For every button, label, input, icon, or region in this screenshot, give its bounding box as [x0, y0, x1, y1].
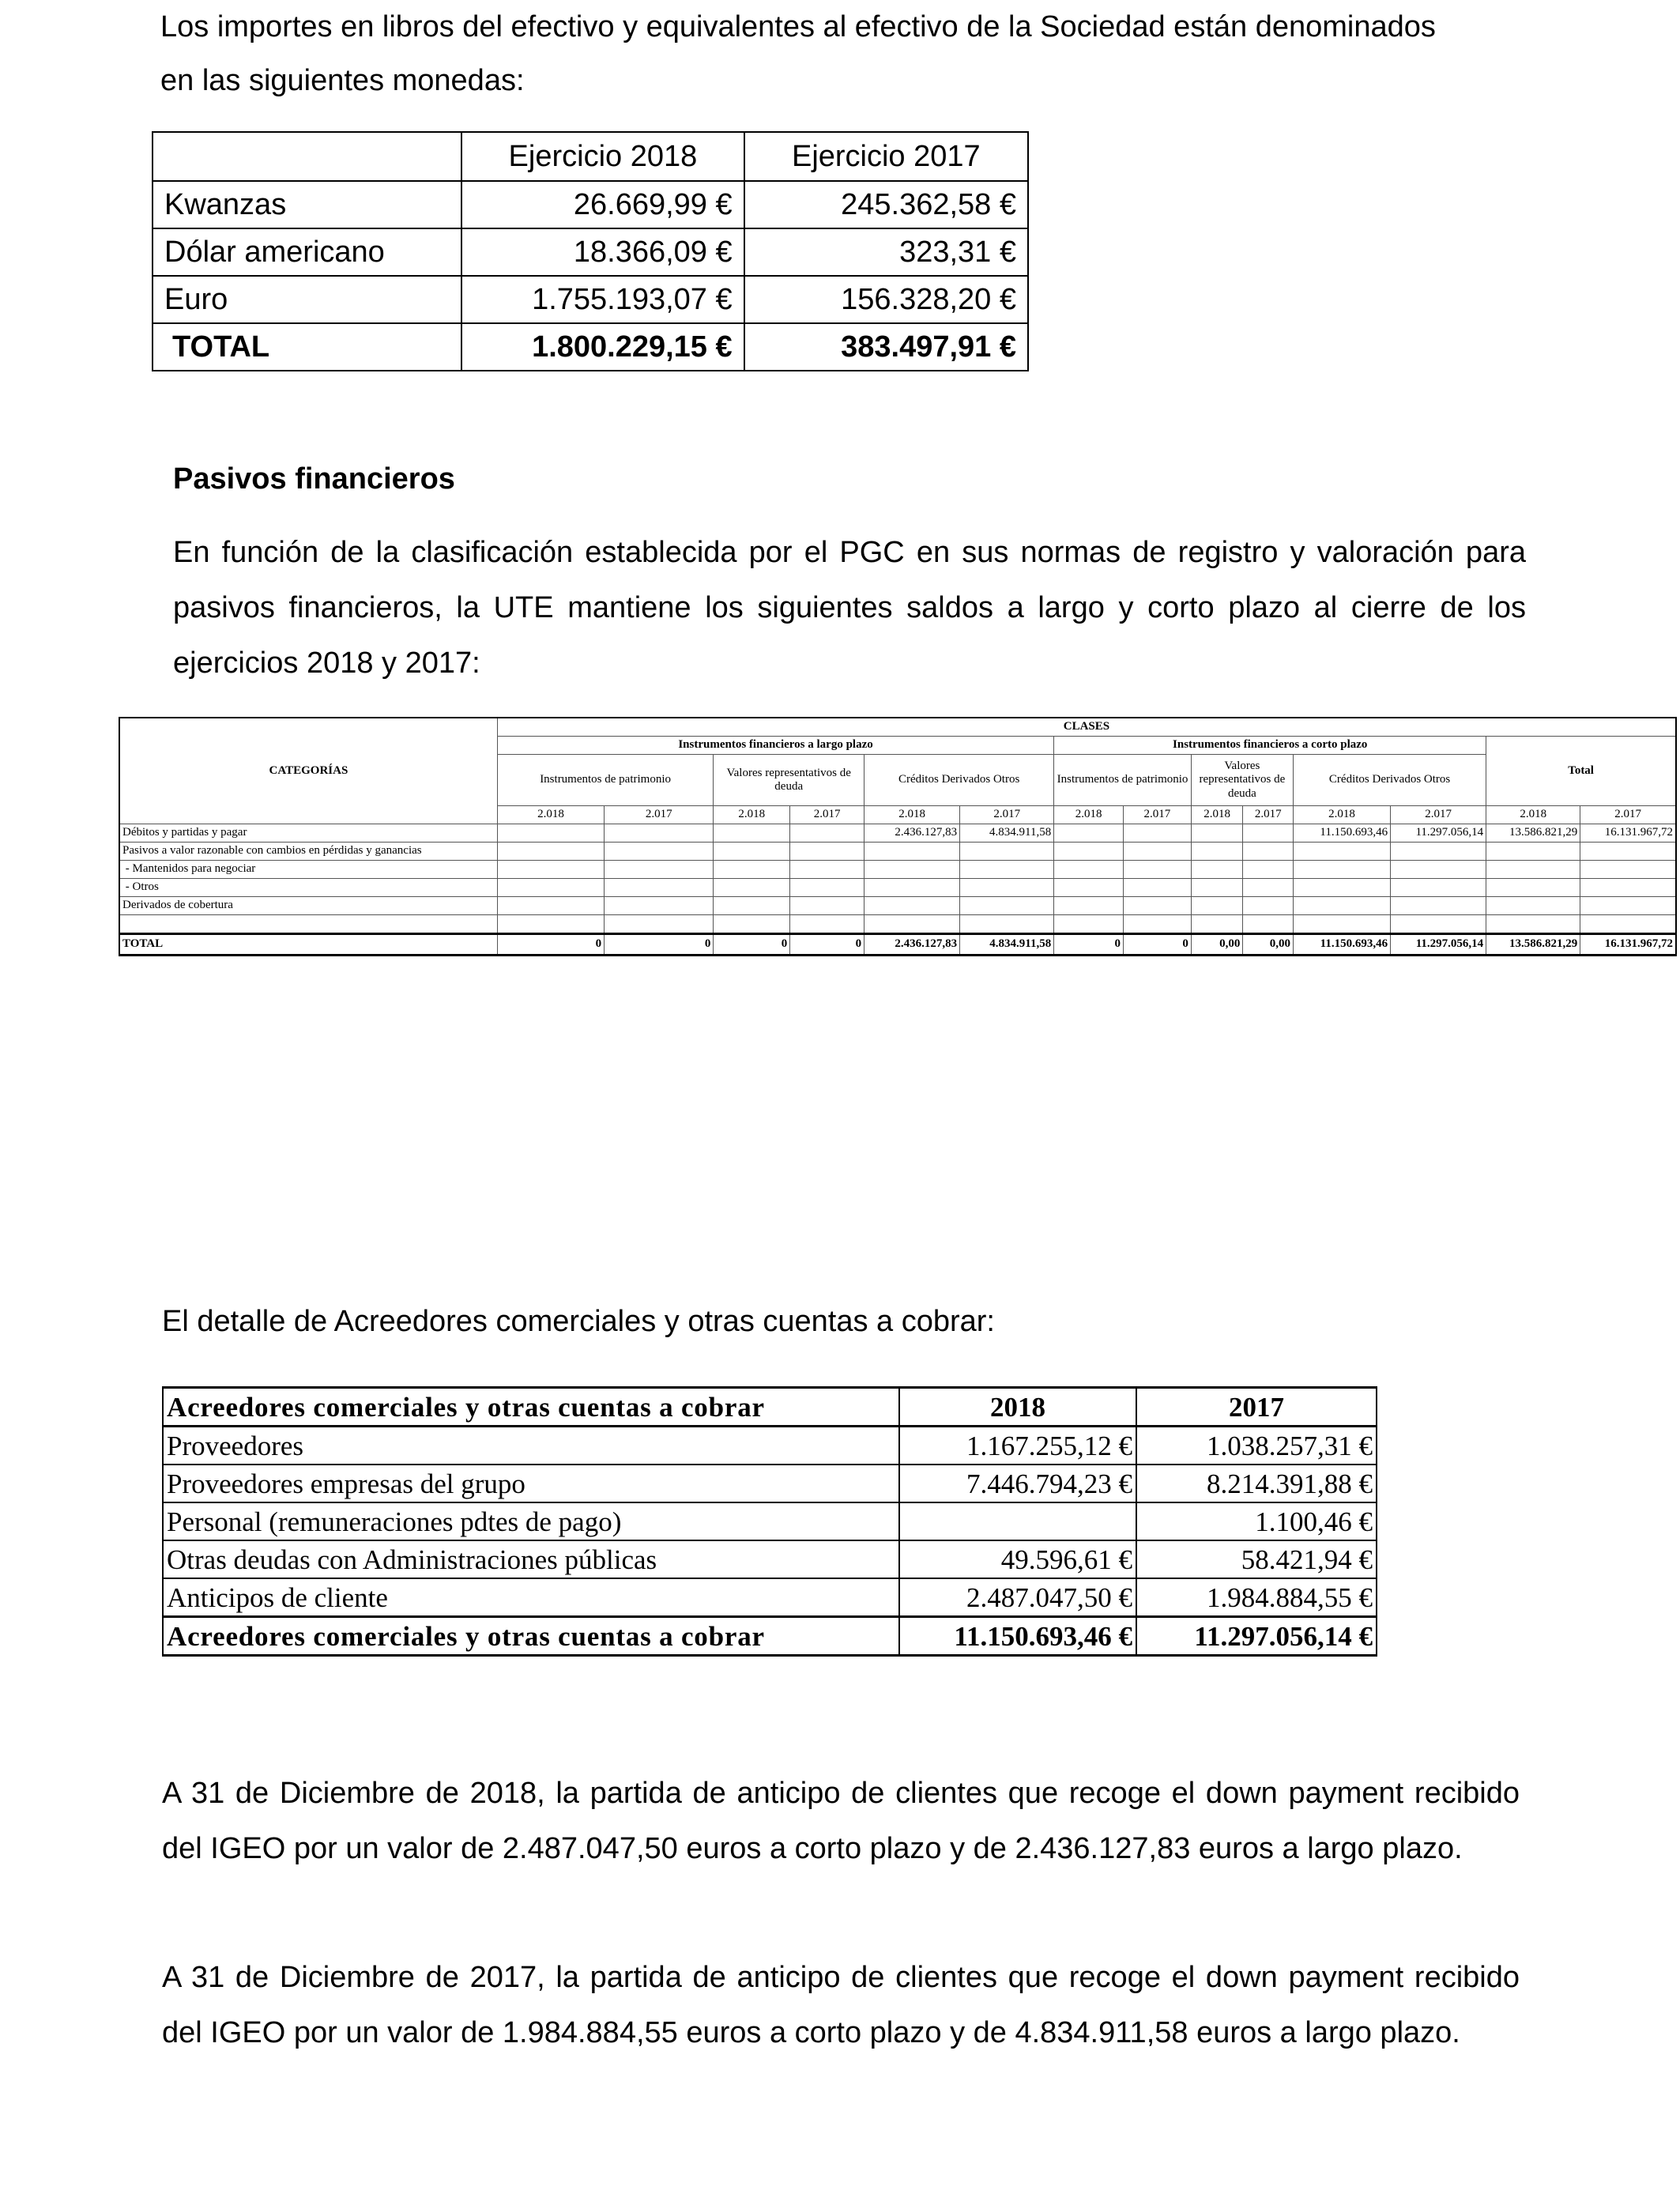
liab-value-cell [1580, 897, 1676, 915]
liab-value-cell [605, 879, 714, 897]
liab-lp-group-patrimonio: Instrumentos de patrimonio [497, 755, 713, 806]
liab-value-cell [1486, 843, 1580, 861]
currency-row [153, 228, 1028, 276]
liab-total-value: 0 [497, 934, 604, 956]
liab-value-cell [714, 861, 790, 879]
liab-value-cell [605, 897, 714, 915]
creditors-total-2018: 11.150.693,46 € [899, 1617, 1136, 1656]
liab-value-cell [497, 824, 604, 843]
liab-value-cell [960, 861, 1054, 879]
liab-category-label: - Otros [119, 879, 497, 897]
liab-year-cell: 2.017 [1243, 806, 1294, 824]
liab-lp-group-valores: Valores representativos de deuda [714, 755, 864, 806]
liab-value-cell [1124, 824, 1192, 843]
currency-label: Kwanzas [153, 181, 461, 228]
intro-text [160, 0, 1520, 107]
liab-year-cell: 2.018 [864, 806, 960, 824]
creditors-row [163, 1427, 1377, 1465]
creditors-label: Personal (remuneraciones pdtes de pago) [163, 1502, 899, 1540]
currency-total-2018: 1.800.229,15 € [461, 323, 744, 371]
creditors-value-2018: 49.596,61 € [899, 1540, 1136, 1578]
liab-value-cell [1124, 843, 1192, 861]
liab-spacer-cell [1191, 915, 1243, 934]
liab-total-value: 11.297.056,14 [1391, 934, 1486, 956]
liab-value-cell: 11.297.056,14 [1391, 824, 1486, 843]
liab-spacer-cell [1293, 915, 1390, 934]
liab-value-cell [1243, 824, 1294, 843]
pasivos-paragraph-block [173, 525, 1526, 691]
liab-total-value: 4.834.911,58 [960, 934, 1054, 956]
liab-spacer-cell [864, 915, 960, 934]
liab-year-cell: 2.018 [1293, 806, 1390, 824]
liab-total-value: 0 [714, 934, 790, 956]
liab-value-cell [1191, 843, 1243, 861]
liab-spacer-cell [497, 915, 604, 934]
note-2018: A 31 de Diciembre de 2018, la partida de anticipo de clientes que recoge el down payment recibido del IGEO por un valor de 2.487.047,50 euros a corto plazo y de 2.436.127,83 euros a largo plazo. [162, 1777, 1520, 1865]
liab-value-cell [1486, 897, 1580, 915]
liab-value-cell [605, 824, 714, 843]
creditors-value-2018: 1.167.255,12 € [899, 1427, 1136, 1465]
liab-spacer-cell [1054, 915, 1124, 934]
liab-value-cell [1391, 879, 1486, 897]
liab-value-cell [1243, 843, 1294, 861]
liab-total-value: 13.586.821,29 [1486, 934, 1580, 956]
currency-value-2018: 18.366,09 € [461, 228, 744, 276]
liab-total-value: 0 [790, 934, 864, 956]
liab-value-cell [864, 879, 960, 897]
liab-cp-group-valores: Valores representativos de deuda [1191, 755, 1293, 806]
liab-value-cell [1293, 879, 1390, 897]
liab-value-cell [1486, 879, 1580, 897]
liab-value-cell [1580, 879, 1676, 897]
currency-header-empty [153, 132, 461, 181]
liab-value-cell [714, 843, 790, 861]
currency-value-2018: 26.669,99 € [461, 181, 744, 228]
creditors-table [162, 1386, 1377, 1657]
liab-clases-header: CLASES [497, 718, 1676, 737]
liab-year-cell: 2.018 [1486, 806, 1580, 824]
creditors-row [163, 1502, 1377, 1540]
currency-label: Euro [153, 276, 461, 323]
liab-spacer-cell [1243, 915, 1294, 934]
note-2017-block [162, 1950, 1520, 2060]
section-heading-pasivos: Pasivos financieros [173, 462, 455, 496]
currency-header-row [153, 132, 1028, 181]
currency-value-2017: 323,31 € [744, 228, 1028, 276]
creditors-header-2017: 2017 [1136, 1388, 1377, 1427]
liab-value-cell [1191, 824, 1243, 843]
currency-header-2018: Ejercicio 2018 [461, 132, 744, 181]
creditors-total-label: Acreedores comerciales y otras cuentas a cobrar [163, 1617, 899, 1656]
currency-total-row [153, 323, 1028, 371]
liab-year-cell: 2.018 [1191, 806, 1243, 824]
liab-spacer-cell [119, 915, 497, 934]
liab-value-cell [790, 824, 864, 843]
liab-total-header: Total [1486, 737, 1676, 806]
liab-total-row [119, 934, 1676, 956]
liab-corto-plazo-header: Instrumentos financieros a corto plazo [1054, 737, 1486, 755]
liab-value-cell [1191, 879, 1243, 897]
currency-row [153, 181, 1028, 228]
liab-cp-group-patrimonio: Instrumentos de patrimonio [1054, 755, 1192, 806]
liab-value-cell [1054, 861, 1124, 879]
liab-value-cell [1580, 861, 1676, 879]
liab-spacer-cell [960, 915, 1054, 934]
liab-value-cell [1243, 897, 1294, 915]
liab-value-cell [1293, 843, 1390, 861]
liab-total-value: 0 [605, 934, 714, 956]
liab-value-cell [1243, 861, 1294, 879]
liab-year-cell: 2.017 [1580, 806, 1676, 824]
liab-value-cell [605, 843, 714, 861]
liab-value-cell [960, 843, 1054, 861]
creditors-row [163, 1465, 1377, 1502]
creditors-header-label: Acreedores comerciales y otras cuentas a cobrar [163, 1388, 899, 1427]
liab-category-label: - Mantenidos para negociar [119, 861, 497, 879]
liab-value-cell [1391, 861, 1486, 879]
liab-value-cell [1293, 861, 1390, 879]
intro-line-2: en las siguientes monedas: [160, 64, 525, 97]
liab-value-cell [1054, 897, 1124, 915]
liab-year-cell: 2.018 [1054, 806, 1124, 824]
liab-value-cell [1054, 879, 1124, 897]
liab-value-cell [1124, 897, 1192, 915]
creditors-header-2018: 2018 [899, 1388, 1136, 1427]
creditors-value-2017: 1.038.257,31 € [1136, 1427, 1377, 1465]
currency-header-2017: Ejercicio 2017 [744, 132, 1028, 181]
liab-total-value: 16.131.967,72 [1580, 934, 1676, 956]
liab-value-cell [1054, 824, 1124, 843]
liab-value-cell [714, 897, 790, 915]
liab-spacer-cell [790, 915, 864, 934]
liab-value-cell [497, 897, 604, 915]
liab-total-value: 0,00 [1191, 934, 1243, 956]
liab-category-row [119, 861, 1676, 879]
financial-liabilities-table [119, 717, 1677, 956]
liab-spacer-cell [714, 915, 790, 934]
creditors-row [163, 1540, 1377, 1578]
currency-row [153, 276, 1028, 323]
liab-value-cell [1191, 861, 1243, 879]
liab-value-cell [497, 843, 604, 861]
liab-category-label: Débitos y partidas y pagar [119, 824, 497, 843]
liab-value-cell [864, 843, 960, 861]
currency-total-label: TOTAL [153, 323, 461, 371]
currency-value-2018: 1.755.193,07 € [461, 276, 744, 323]
liab-value-cell [1124, 861, 1192, 879]
currency-total-2017: 383.497,91 € [744, 323, 1028, 371]
liab-total-value: 11.150.693,46 [1293, 934, 1390, 956]
creditors-total-row [163, 1617, 1377, 1656]
liab-value-cell [1054, 843, 1124, 861]
liab-value-cell [1191, 897, 1243, 915]
currency-label: Dólar americano [153, 228, 461, 276]
liab-value-cell [1391, 897, 1486, 915]
liab-largo-plazo-header: Instrumentos financieros a largo plazo [497, 737, 1053, 755]
note-2018-block [162, 1766, 1520, 1876]
liab-lp-group-creditos: Créditos Derivados Otros [864, 755, 1054, 806]
liab-spacer-cell [1486, 915, 1580, 934]
liab-value-cell: 4.834.911,58 [960, 824, 1054, 843]
liab-value-cell [714, 879, 790, 897]
intro-line-1: Los importes en libros del efectivo y equivalentes al efectivo de la Sociedad están denominados [160, 10, 1436, 43]
creditors-total-2017: 11.297.056,14 € [1136, 1617, 1377, 1656]
liab-category-row [119, 843, 1676, 861]
liab-spacer-cell [1580, 915, 1676, 934]
liab-category-row [119, 897, 1676, 915]
liab-value-cell [714, 824, 790, 843]
liab-category-row [119, 879, 1676, 897]
liab-spacer-cell [605, 915, 714, 934]
liab-value-cell: 2.436.127,83 [864, 824, 960, 843]
liab-value-cell: 16.131.967,72 [1580, 824, 1676, 843]
creditors-value-2018 [899, 1502, 1136, 1540]
liab-value-cell [864, 861, 960, 879]
currency-table [152, 131, 1029, 371]
liab-total-value: 2.436.127,83 [864, 934, 960, 956]
pasivos-paragraph: En función de la clasificación establecida por el PGC en sus normas de registro y valoración para pasivos financieros, la UTE mantiene los siguientes saldos a largo y corto plazo al cierre de los ejercicios 2018 y 2017: [173, 536, 1526, 680]
currency-value-2017: 156.328,20 € [744, 276, 1028, 323]
creditors-row [163, 1578, 1377, 1617]
liab-value-cell [1391, 843, 1486, 861]
liab-body [119, 824, 1676, 915]
liab-value-cell [1486, 861, 1580, 879]
liab-category-label: Pasivos a valor razonable con cambios en pérdidas y ganancias [119, 843, 497, 861]
liab-total-value: 0 [1054, 934, 1124, 956]
liab-value-cell [790, 897, 864, 915]
liab-value-cell [1580, 843, 1676, 861]
liab-spacer-cell [1391, 915, 1486, 934]
acreedores-intro: El detalle de Acreedores comerciales y otras cuentas a cobrar: [162, 1305, 995, 1338]
liab-year-cell: 2.017 [1124, 806, 1192, 824]
liab-year-cell: 2.018 [714, 806, 790, 824]
liab-spacer-row [119, 915, 1676, 934]
liab-value-cell [790, 861, 864, 879]
creditors-header-row [163, 1388, 1377, 1427]
liab-total-value: 0 [1124, 934, 1192, 956]
creditors-value-2017: 8.214.391,88 € [1136, 1465, 1377, 1502]
liab-year-cell: 2.017 [790, 806, 864, 824]
creditors-value-2018: 7.446.794,23 € [899, 1465, 1136, 1502]
liab-category-label: Derivados de cobertura [119, 897, 497, 915]
liab-year-cell: 2.017 [1391, 806, 1486, 824]
liab-cp-group-creditos: Créditos Derivados Otros [1293, 755, 1486, 806]
liab-value-cell [497, 879, 604, 897]
liab-value-cell [790, 879, 864, 897]
note-2017: A 31 de Diciembre de 2017, la partida de anticipo de clientes que recoge el down payment recibido del IGEO por un valor de 1.984.884,55 euros a corto plazo y de 4.834.911,58 euros a largo plazo. [162, 1961, 1520, 2049]
liab-year-cell: 2.017 [605, 806, 714, 824]
liab-value-cell [960, 879, 1054, 897]
liab-clases-row [119, 718, 1676, 737]
creditors-value-2018: 2.487.047,50 € [899, 1578, 1136, 1617]
liab-value-cell [790, 843, 864, 861]
liab-total-label: TOTAL [119, 934, 497, 956]
currency-value-2017: 245.362,58 € [744, 181, 1028, 228]
liab-value-cell [1243, 879, 1294, 897]
liab-value-cell: 11.150.693,46 [1293, 824, 1390, 843]
creditors-value-2017: 1.984.884,55 € [1136, 1578, 1377, 1617]
liab-categorias-header: CATEGORÍAS [119, 718, 497, 824]
liab-value-cell [605, 861, 714, 879]
liab-total-value: 0,00 [1243, 934, 1294, 956]
creditors-value-2017: 58.421,94 € [1136, 1540, 1377, 1578]
liab-value-cell [497, 861, 604, 879]
liab-year-cell: 2.018 [497, 806, 604, 824]
creditors-label: Proveedores [163, 1427, 899, 1465]
creditors-label: Otras deudas con Administraciones públicas [163, 1540, 899, 1578]
liab-category-row [119, 824, 1676, 843]
liab-value-cell [960, 897, 1054, 915]
liab-spacer-cell [1124, 915, 1192, 934]
creditors-value-2017: 1.100,46 € [1136, 1502, 1377, 1540]
creditors-label: Proveedores empresas del grupo [163, 1465, 899, 1502]
creditors-label: Anticipos de cliente [163, 1578, 899, 1617]
liab-value-cell: 13.586.821,29 [1486, 824, 1580, 843]
liab-value-cell [864, 897, 960, 915]
liab-value-cell [1293, 897, 1390, 915]
liab-year-cell: 2.017 [960, 806, 1054, 824]
liab-value-cell [1124, 879, 1192, 897]
